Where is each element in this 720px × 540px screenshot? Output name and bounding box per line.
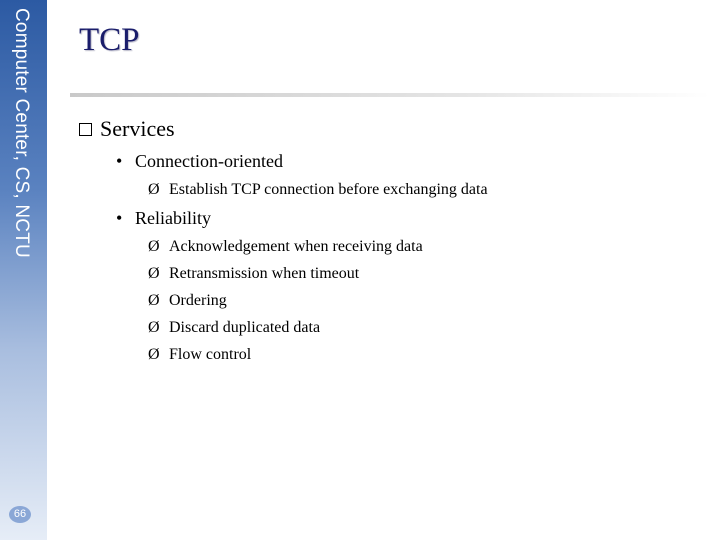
- list-item-reliability: [116, 208, 211, 229]
- sub-item: [148, 346, 251, 364]
- arrow-bullet-icon: Ø: [148, 265, 160, 282]
- sub-item: [148, 292, 227, 310]
- sidebar-band: [0, 0, 47, 540]
- arrow-bullet-icon: Ø: [148, 292, 160, 309]
- title-divider: [70, 93, 710, 97]
- section-label: Services: [100, 116, 175, 141]
- arrow-bullet-icon: Ø: [148, 181, 160, 198]
- sub-item: [148, 181, 488, 199]
- bullet-icon: •: [116, 208, 123, 228]
- sub-item-label: Ordering: [169, 292, 227, 309]
- sub-item-label: Establish TCP connection before exchanging data: [169, 181, 488, 198]
- sub-item: [148, 238, 423, 256]
- sidebar-caption: Computer Center, CS, NCTU: [11, 8, 32, 258]
- arrow-bullet-icon: Ø: [148, 238, 160, 255]
- page-number: 66: [9, 506, 31, 523]
- sub-item-label: Retransmission when timeout: [169, 265, 360, 282]
- sub-item: [148, 319, 320, 337]
- section-heading: [79, 116, 175, 142]
- arrow-bullet-icon: Ø: [148, 346, 160, 363]
- list-item-label: Reliability: [135, 208, 211, 228]
- sub-item-label: Discard duplicated data: [169, 319, 321, 336]
- sub-item-label: Acknowledgement when receiving data: [169, 238, 423, 255]
- list-item-connection-oriented: [116, 151, 283, 172]
- arrow-bullet-icon: Ø: [148, 319, 160, 336]
- hollow-square-bullet-icon: [79, 123, 92, 136]
- sub-item-label: Flow control: [169, 346, 252, 363]
- bullet-icon: •: [116, 151, 123, 171]
- list-item-label: Connection-oriented: [135, 151, 283, 171]
- slide-title: TCP: [79, 22, 140, 58]
- sub-item: [148, 265, 359, 283]
